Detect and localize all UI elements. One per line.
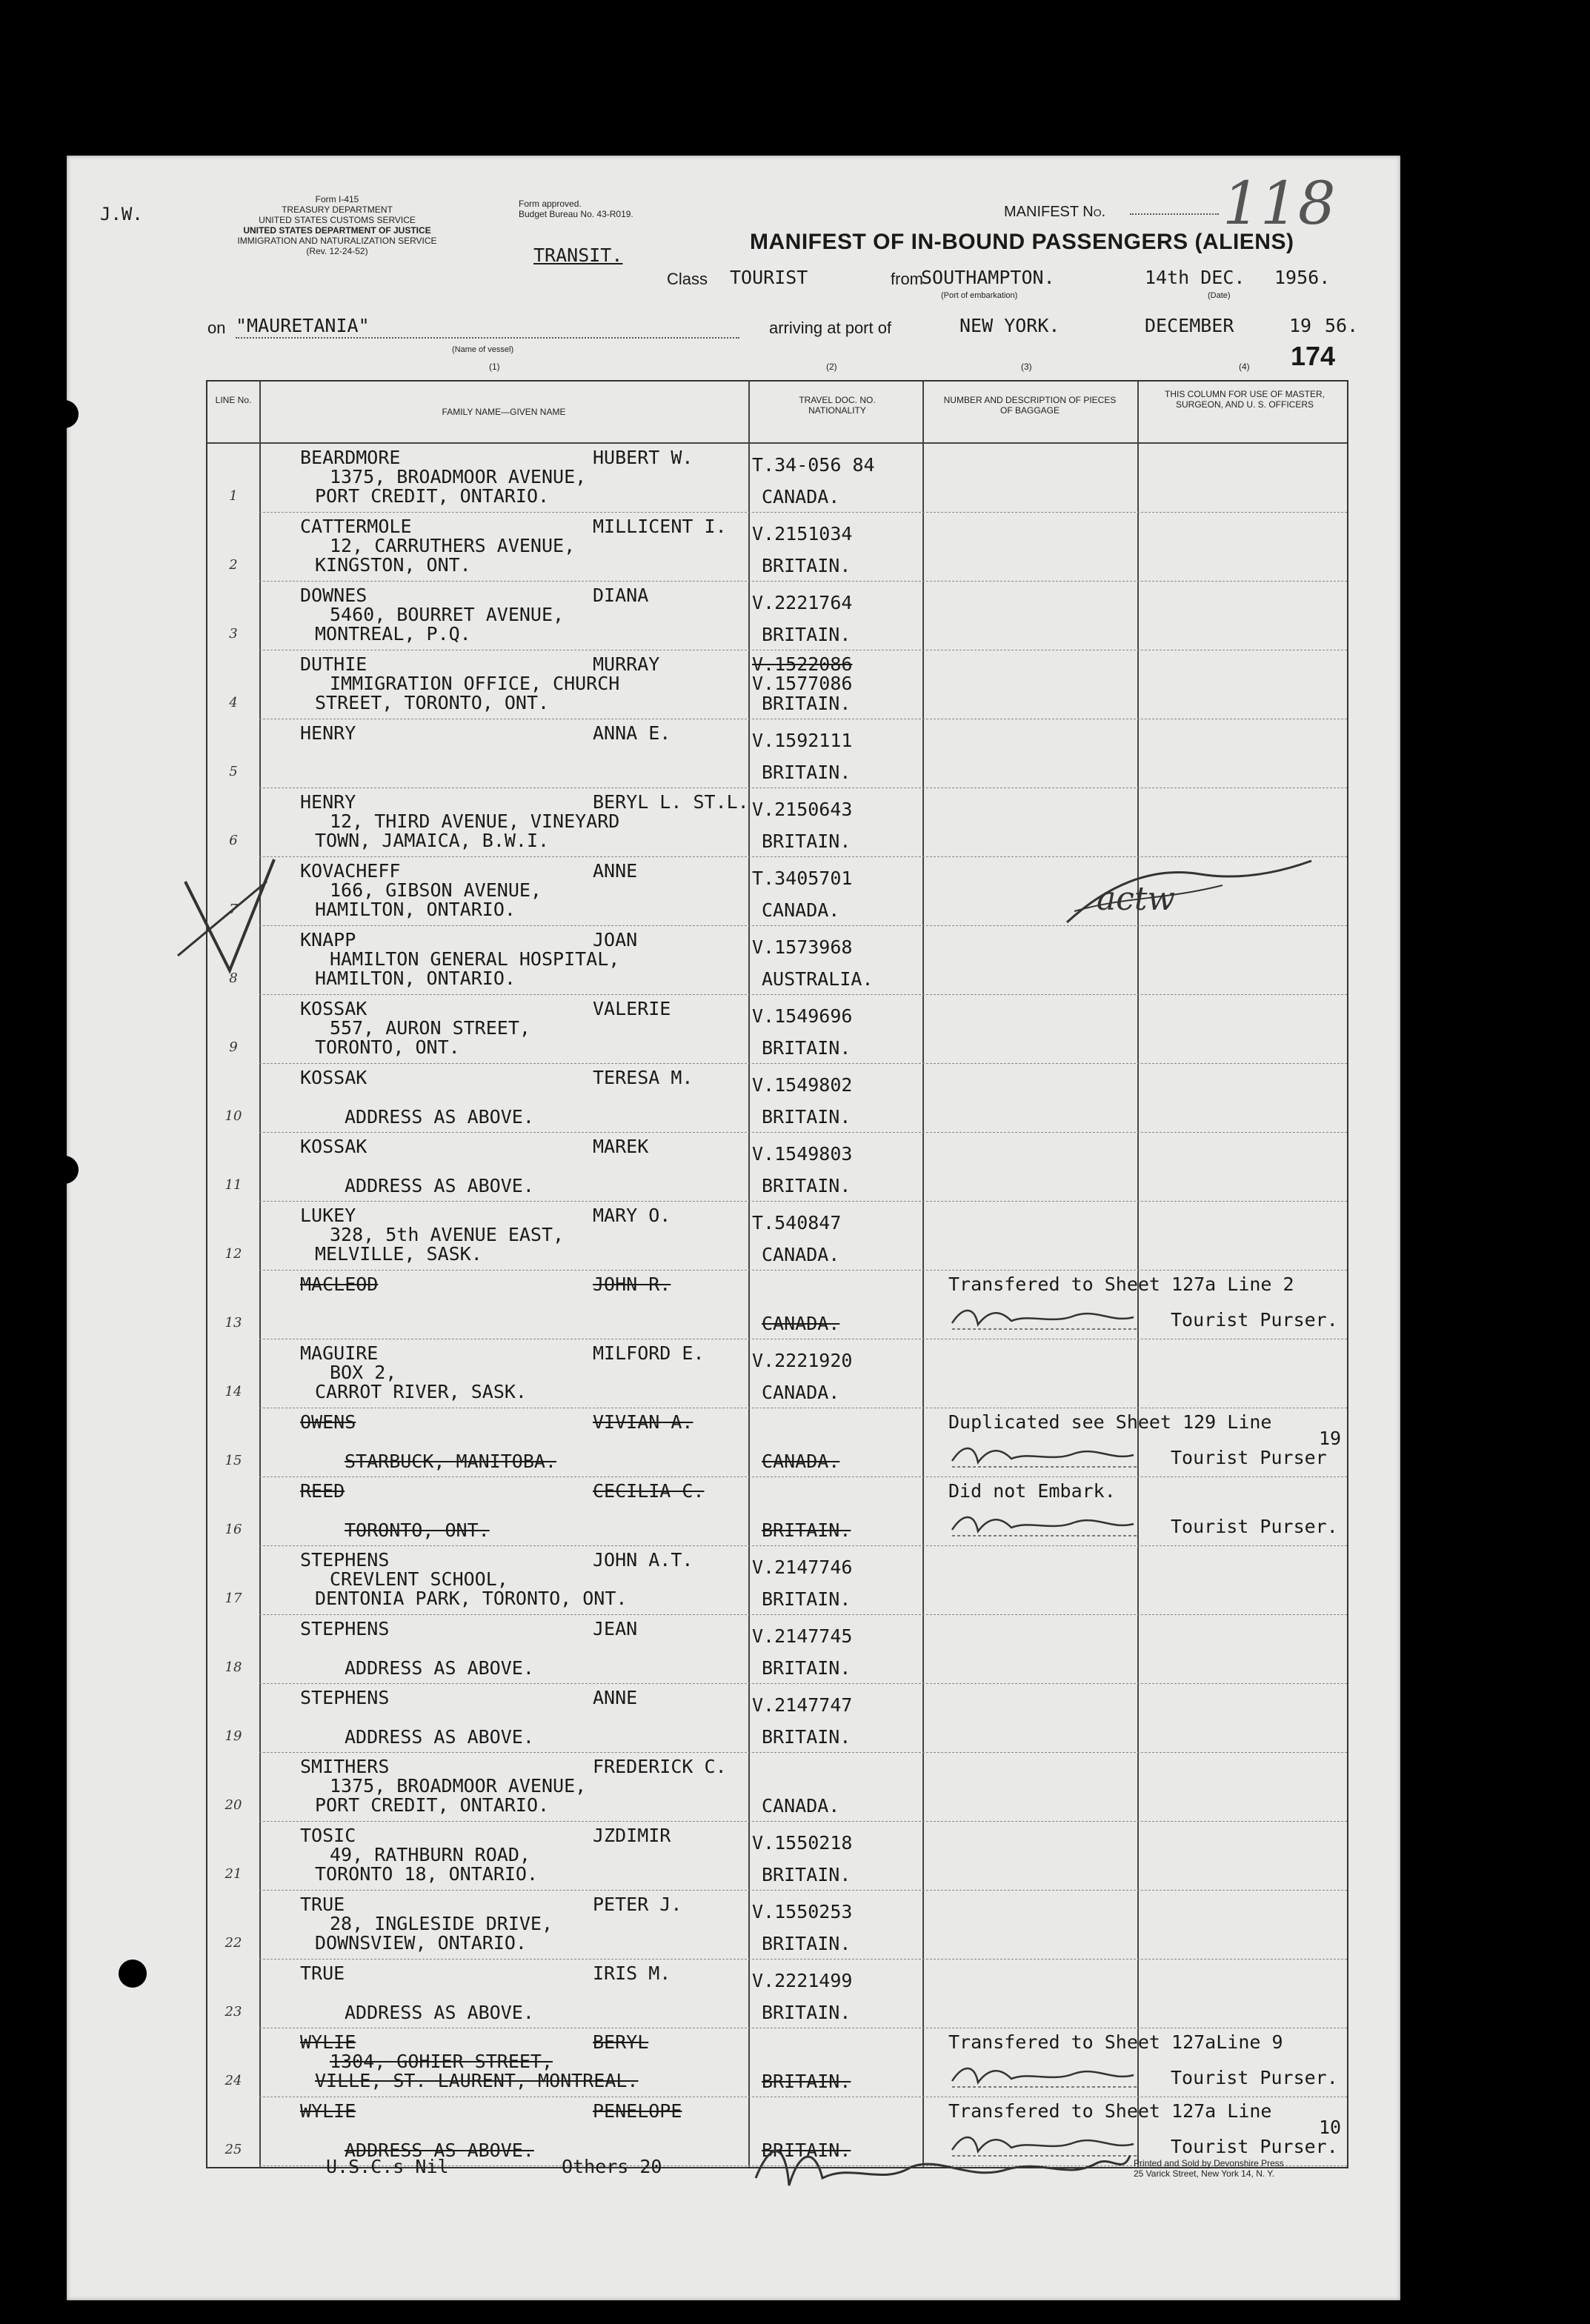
purser-note: Tourist Purser. <box>1171 2067 1338 2088</box>
family-name: STEPHENS <box>300 1549 390 1571</box>
table-row <box>207 513 1347 582</box>
date-caption: (Date) <box>1208 291 1231 300</box>
given-name: IRIS M. <box>593 1962 671 1984</box>
table-row <box>207 1547 1347 1616</box>
address-line: MELVILLE, SASK. <box>315 1243 482 1265</box>
approval-block <box>519 199 633 219</box>
address-line: TOWN, JAMAICA, B.W.I. <box>315 830 550 851</box>
address-line: ADDRESS AS ABOVE. <box>345 1106 534 1128</box>
nationality: BRITAIN. <box>762 1864 851 1885</box>
given-name: MARY O. <box>593 1205 671 1226</box>
address-line: 12, CARRUTHERS AVENUE, <box>330 535 576 556</box>
transfer-note: Transfered to Sheet 127a Line 2 <box>948 1273 1294 1295</box>
address-line: ADDRESS AS ABOVE. <box>345 1657 534 1679</box>
form-approved: Form approved. <box>519 199 582 209</box>
nationality: BRITAIN. <box>762 1588 851 1610</box>
nationality: CANADA. <box>762 1451 840 1472</box>
nationality: BRITAIN. <box>762 1933 851 1954</box>
transit-label: TRANSIT. <box>533 244 623 266</box>
given-name: BERYL <box>593 2031 649 2053</box>
line-number: 24 <box>224 2073 242 2088</box>
travel-doc-number: V.1592111 <box>752 730 853 751</box>
address-line: 557, AURON STREET, <box>330 1017 530 1039</box>
address-line: 166, GIBSON AVENUE, <box>330 879 542 901</box>
given-name: BERYL L. ST.L. <box>593 791 749 813</box>
address-line: ADDRESS AS ABOVE. <box>345 2140 534 2161</box>
svg-text:actw: actw <box>1097 880 1176 918</box>
nationality: BRITAIN. <box>762 693 851 714</box>
address-line: ADDRESS AS ABOVE. <box>345 2002 534 2023</box>
table-row <box>207 445 1347 513</box>
col-header-travel: TRAVEL DOC. NO. NATIONALITY <box>799 395 876 416</box>
family-name: KOSSAK <box>300 1067 367 1088</box>
address-line: KINGSTON, ONT. <box>315 554 471 576</box>
family-name: WYLIE <box>300 2031 356 2053</box>
line-number: 2 <box>229 557 238 573</box>
family-name: LUKEY <box>300 1205 356 1226</box>
family-name: KOSSAK <box>300 998 367 1019</box>
port-of-embarkation: SOUTHAMPTON. <box>921 267 1055 288</box>
travel-doc-number: V.1573968 <box>752 936 853 958</box>
cancel-scribble <box>1052 852 1319 948</box>
nationality: BRITAIN. <box>762 1106 851 1128</box>
given-name: VALERIE <box>593 998 671 1019</box>
nationality: CANADA. <box>762 1795 840 1817</box>
travel-doc-number: T.540847 <box>752 1212 842 1233</box>
col-header-line: LINE No. <box>215 395 252 405</box>
address-line: 328, 5th AVENUE EAST, <box>330 1224 565 1245</box>
travel-doc-number: V.2221499 <box>752 1970 853 1991</box>
punch-hole <box>119 1960 147 1988</box>
travel-doc-struck: V.1522086 <box>752 653 853 675</box>
nationality: BRITAIN. <box>762 762 851 783</box>
address-line: MONTREAL, P.Q. <box>315 623 471 645</box>
officer-signature <box>748 2134 1134 2200</box>
travel-doc-number: V.2151034 <box>752 523 853 545</box>
nationality: BRITAIN. <box>762 2002 851 2023</box>
address-line: BOX 2, <box>330 1362 397 1383</box>
table-row <box>207 1685 1347 1754</box>
punch-hole <box>50 1156 79 1184</box>
departure-date: 14th DEC. <box>1145 267 1245 288</box>
nationality: BRITAIN. <box>762 1175 851 1196</box>
arrival-port: NEW YORK. <box>959 315 1060 336</box>
line-number: 25 <box>224 2142 242 2157</box>
form-rev: (Rev. 12-24-52) <box>306 246 368 256</box>
travel-doc-number: V.1549803 <box>752 1143 853 1165</box>
line-number: 9 <box>229 1039 238 1055</box>
given-name: FREDERICK C. <box>593 1756 727 1777</box>
address-line: STREET, TORONTO, ONT. <box>315 692 550 713</box>
given-name: VIVIAN A. <box>593 1411 693 1433</box>
travel-doc-number: V.2147745 <box>752 1625 853 1647</box>
line-number: 5 <box>229 764 238 779</box>
class-label: Class <box>667 270 708 288</box>
line-number: 6 <box>229 833 238 848</box>
nationality: BRITAIN. <box>762 1657 851 1679</box>
address-line: HAMILTON GENERAL HOSPITAL, <box>330 948 620 970</box>
given-name: MILFORD E. <box>593 1342 705 1364</box>
nationality: BRITAIN. <box>762 555 851 576</box>
passenger-table <box>206 380 1348 2168</box>
col-header-official: THIS COLUMN FOR USE OF MASTER, SURGEON, AND U. S. OFFICERS <box>1164 389 1325 410</box>
address-line: DENTONIA PARK, TORONTO, ONT. <box>315 1588 628 1609</box>
nationality: CANADA. <box>762 1313 840 1334</box>
table-row <box>207 996 1347 1065</box>
address-line: 1375, BROADMOOR AVENUE, <box>330 466 587 487</box>
line-number: 12 <box>224 1246 242 1262</box>
transfer-note: 10 <box>1319 2117 1342 2138</box>
travel-doc-number: V.1550218 <box>752 1832 853 1854</box>
address-line: 12, THIRD AVENUE, VINEYARD <box>330 810 620 832</box>
budget-number: Budget Bureau No. 43-R019. <box>519 209 633 219</box>
line-number: 20 <box>224 1797 242 1813</box>
vessel-line <box>236 337 739 339</box>
corner-initials: J.W. <box>100 204 143 224</box>
line-number: 14 <box>224 1384 242 1399</box>
nationality: BRITAIN. <box>762 1519 851 1541</box>
arrival-year-prefix: 19 <box>1289 315 1312 336</box>
family-name: TRUE <box>300 1894 345 1915</box>
line-number: 8 <box>229 970 238 986</box>
line-number: 21 <box>224 1866 242 1882</box>
purser-signature <box>948 2060 1141 2090</box>
nationality: BRITAIN. <box>762 624 851 645</box>
nationality: BRITAIN. <box>762 2140 851 2161</box>
table-row <box>207 1822 1347 1891</box>
line-number: 1 <box>229 488 238 504</box>
address-line: 28, INGLESIDE DRIVE, <box>330 1913 553 1934</box>
purser-note: Tourist Purser <box>1171 1447 1327 1468</box>
travel-doc-number: V.1577086 <box>752 673 853 694</box>
address-line: DOWNSVIEW, ONTARIO. <box>315 1932 527 1954</box>
nationality: CANADA. <box>762 1244 840 1265</box>
line-number: 23 <box>224 2004 242 2020</box>
line-number: 19 <box>224 1728 242 1744</box>
family-name: CATTERMOLE <box>300 516 412 537</box>
line-number: 16 <box>224 1522 242 1537</box>
travel-doc-number: V.1549802 <box>752 1074 853 1096</box>
given-name: MURRAY <box>593 653 660 675</box>
nationality: CANADA. <box>762 486 840 507</box>
family-name: MACLEOD <box>300 1273 379 1295</box>
manifest-no-line <box>1130 213 1219 215</box>
purser-signature <box>948 1440 1141 1470</box>
manifest-title: MANIFEST OF IN-BOUND PASSENGERS (ALIENS) <box>750 230 1294 254</box>
family-name: BEARDMORE <box>300 447 401 468</box>
family-name: WYLIE <box>300 2100 356 2122</box>
family-name: TRUE <box>300 1962 345 1984</box>
table-row <box>207 1754 1347 1822</box>
family-name: STEPHENS <box>300 1687 390 1708</box>
purser-note: Tourist Purser. <box>1171 2136 1338 2157</box>
vessel-name: "MAURETANIA" <box>236 315 370 336</box>
given-name: JZDIMIR <box>593 1825 671 1846</box>
family-name: DUTHIE <box>300 653 367 675</box>
line-number: 15 <box>224 1453 242 1468</box>
line-number: 10 <box>224 1108 242 1124</box>
family-name: STEPHENS <box>300 1618 390 1639</box>
check-mark <box>170 852 282 985</box>
nationality: CANADA. <box>762 899 840 921</box>
address-line: ADDRESS AS ABOVE. <box>345 1175 534 1196</box>
travel-doc-number: T.3405701 <box>752 868 853 889</box>
address-line: HAMILTON, ONTARIO. <box>315 899 516 920</box>
purser-note: Tourist Purser. <box>1171 1516 1338 1537</box>
travel-doc-number: V.2147746 <box>752 1556 853 1578</box>
family-name: SMITHERS <box>300 1756 390 1777</box>
departure-year: 1956. <box>1274 267 1331 288</box>
travel-doc-number: V.2150643 <box>752 799 853 820</box>
line-number: 18 <box>224 1659 242 1675</box>
nationality: AUSTRALIA. <box>762 968 874 990</box>
col-num-2: (2) <box>826 362 837 372</box>
on-label: on <box>207 319 226 337</box>
purser-signature <box>948 1302 1141 1332</box>
address-line: TORONTO, ONT. <box>345 1519 490 1541</box>
arrival-year: 56. <box>1325 315 1359 336</box>
family-name: KOSSAK <box>300 1136 367 1157</box>
given-name: PETER J. <box>593 1894 682 1915</box>
manifest-no-label: MANIFEST No. <box>1004 204 1106 220</box>
table-row <box>207 1340 1347 1409</box>
nationality: BRITAIN. <box>762 830 851 852</box>
col-header-name: FAMILY NAME—GIVEN NAME <box>442 407 566 417</box>
family-name: KOVACHEFF <box>300 860 401 882</box>
purser-signature <box>948 1509 1141 1539</box>
given-name: PENELOPE <box>593 2100 682 2122</box>
travel-doc-number: V.1550253 <box>752 1901 853 1922</box>
line-number: 13 <box>224 1315 242 1331</box>
form-ins: IMMIGRATION AND NATURALIZATION SERVICE <box>237 236 437 246</box>
family-name: REED <box>300 1480 345 1502</box>
table-row <box>207 582 1347 651</box>
travel-doc-number: V.2221764 <box>752 592 853 613</box>
purser-note: Tourist Purser. <box>1171 1309 1338 1331</box>
transfer-note: Transfered to Sheet 127aLine 9 <box>948 2031 1283 2053</box>
address-line: TORONTO 18, ONTARIO. <box>315 1863 539 1885</box>
address-line: PORT CREDIT, ONTARIO. <box>315 1794 550 1816</box>
form-justice: UNITED STATES DEPARTMENT OF JUSTICE <box>243 225 431 236</box>
port-caption: (Port of embarkation) <box>941 291 1018 300</box>
table-row <box>207 1133 1347 1202</box>
form-block <box>215 194 459 256</box>
nationality: CANADA. <box>762 1382 840 1403</box>
given-name: DIANA <box>593 585 649 606</box>
manifest-number: 118 <box>1223 169 1336 238</box>
printer-address: 25 Varick Street, New York 14, N. Y. <box>1134 2168 1275 2179</box>
form-dept: TREASURY DEPARTMENT <box>282 204 393 215</box>
travel-doc-number: V.1549696 <box>752 1005 853 1027</box>
nationality: BRITAIN. <box>762 1037 851 1059</box>
given-name: MAREK <box>593 1136 649 1157</box>
from-label: from <box>891 270 923 288</box>
printer-name: Printed and Sold by Devonshire Press <box>1134 2158 1284 2168</box>
address-line: TORONTO, ONT. <box>315 1036 460 1058</box>
travel-doc-number: V.2147747 <box>752 1694 853 1716</box>
transfer-note: 19 <box>1319 1428 1342 1449</box>
col-num-4: (4) <box>1239 362 1250 372</box>
printer-block <box>1134 2158 1284 2179</box>
transfer-note: Duplicated see Sheet 129 Line <box>948 1411 1272 1433</box>
transfer-note: Transfered to Sheet 127a Line <box>948 2100 1272 2122</box>
punch-hole <box>50 400 79 428</box>
sheet-number: 174 <box>1291 341 1336 371</box>
table-row <box>207 720 1347 789</box>
line-number: 17 <box>224 1591 242 1606</box>
family-name: TOSIC <box>300 1825 356 1846</box>
given-name: JOAN <box>593 929 638 950</box>
address-line: CARROT RIVER, SASK. <box>315 1381 527 1402</box>
family-name: HENRY <box>300 722 356 744</box>
family-name: KNAPP <box>300 929 356 950</box>
form-number: Form I-415 <box>315 194 359 204</box>
address-line: PORT CREDIT, ONTARIO. <box>315 485 550 507</box>
family-name: OWENS <box>300 1411 356 1433</box>
others-count: Others 20 <box>562 2156 662 2177</box>
line-number: 4 <box>229 695 238 710</box>
given-name: ANNA E. <box>593 722 671 744</box>
given-name: JEAN <box>593 1618 638 1639</box>
address-line: 1375, BROADMOOR AVENUE, <box>330 1775 587 1797</box>
table-row <box>207 1616 1347 1685</box>
travel-doc-number: T.34-056 84 <box>752 454 875 476</box>
class-value: TOURIST <box>730 267 808 288</box>
address-line: ADDRESS AS ABOVE. <box>345 1726 534 1748</box>
table-row <box>207 1065 1347 1133</box>
address-line: 5460, BOURRET AVENUE, <box>330 604 565 625</box>
travel-doc-number: V.2221920 <box>752 1350 853 1371</box>
line-number: 3 <box>229 626 238 642</box>
nationality: BRITAIN. <box>762 2071 851 2092</box>
given-name: ANNE <box>593 1687 638 1708</box>
table-row <box>207 1202 1347 1271</box>
table-row <box>207 1960 1347 2029</box>
address-line: CREVLENT SCHOOL, <box>330 1568 508 1590</box>
address-line: 49, RATHBURN ROAD, <box>330 1844 530 1865</box>
line-number: 7 <box>229 902 238 917</box>
given-name: HUBERT W. <box>593 447 693 468</box>
family-name: HENRY <box>300 791 356 813</box>
address-line: 1304, GOHIER STREET, <box>330 2051 553 2072</box>
given-name: CECILIA C. <box>593 1480 705 1502</box>
given-name: TERESA M. <box>593 1067 693 1088</box>
table-row <box>207 789 1347 858</box>
uscs-count: U.S.C.s Nil <box>326 2156 449 2177</box>
given-name: JOHN A.T. <box>593 1549 693 1571</box>
transfer-note: Did not Embark. <box>948 1480 1116 1502</box>
line-number: 22 <box>224 1935 242 1951</box>
table-row <box>207 651 1347 720</box>
nationality: BRITAIN. <box>762 1726 851 1748</box>
col-num-3: (3) <box>1021 362 1032 372</box>
family-name: MAGUIRE <box>300 1342 379 1364</box>
arriving-label: arriving at port of <box>769 319 892 337</box>
col-num-1: (1) <box>489 362 500 372</box>
line-number: 11 <box>224 1177 242 1193</box>
col-header-baggage: NUMBER AND DESCRIPTION OF PIECES OF BAGGAGE <box>943 395 1117 416</box>
address-line: IMMIGRATION OFFICE, CHURCH <box>330 673 620 694</box>
table-row <box>207 1891 1347 1960</box>
arrival-month: DECEMBER <box>1145 315 1234 336</box>
given-name: MILLICENT I. <box>593 516 727 537</box>
given-name: ANNE <box>593 860 638 882</box>
family-name: DOWNES <box>300 585 367 606</box>
vessel-caption: (Name of vessel) <box>452 345 514 354</box>
form-service: UNITED STATES CUSTOMS SERVICE <box>259 215 416 225</box>
address-line: HAMILTON, ONTARIO. <box>315 968 516 989</box>
address-line: VILLE, ST. LAURENT, MONTREAL. <box>315 2070 639 2091</box>
address-line: STARBUCK, MANITOBA. <box>345 1451 556 1472</box>
given-name: JOHN R. <box>593 1273 671 1295</box>
